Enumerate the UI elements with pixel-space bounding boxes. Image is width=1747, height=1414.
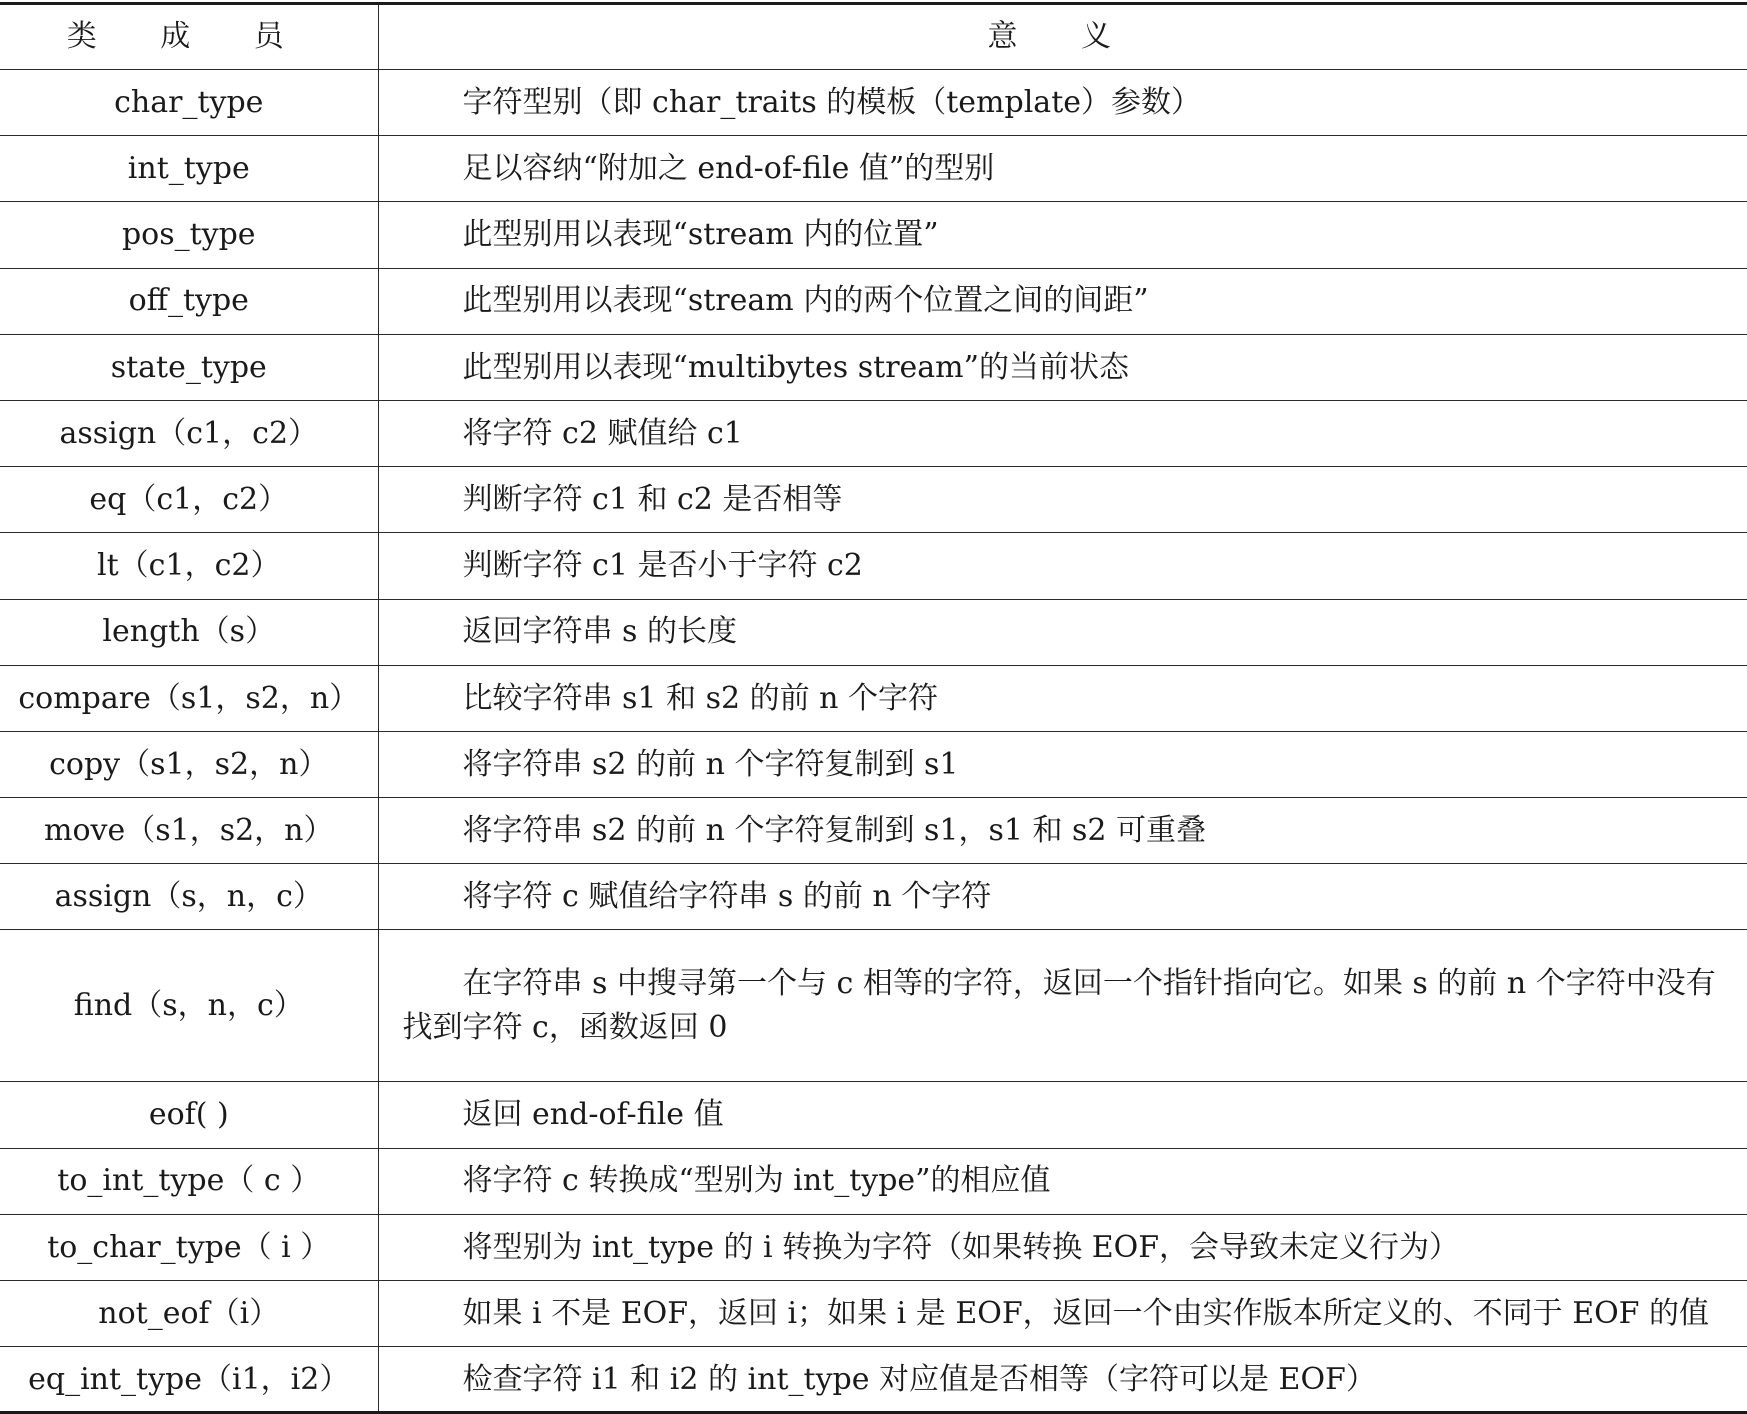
member-cell: eq（c1，c2） — [0, 467, 378, 533]
header-row — [0, 4, 1747, 70]
table-row — [0, 665, 1747, 731]
char-traits-table — [0, 2, 1747, 1414]
table-row — [0, 798, 1747, 864]
table-row — [0, 70, 1747, 136]
member-cell: assign（c1，c2） — [0, 400, 378, 466]
meaning-cell: 判断字符 c1 和 c2 是否相等 — [378, 467, 1747, 533]
meaning-cell: 返回 end-of-file 值 — [378, 1082, 1747, 1148]
meaning-cell: 此型别用以表现“stream 内的两个位置之间的间距” — [378, 268, 1747, 334]
member-cell: lt（c1，c2） — [0, 533, 378, 599]
table-body — [0, 70, 1747, 1413]
member-cell: find（s，n，c） — [0, 930, 378, 1082]
table-row — [0, 864, 1747, 930]
table-row — [0, 202, 1747, 268]
member-cell: int_type — [0, 136, 378, 202]
table-row — [0, 533, 1747, 599]
member-cell: copy（s1，s2，n） — [0, 731, 378, 797]
table-row — [0, 334, 1747, 400]
meaning-cell: 判断字符 c1 是否小于字符 c2 — [378, 533, 1747, 599]
table-row — [0, 1082, 1747, 1148]
meaning-cell: 如果 i 不是 EOF，返回 i；如果 i 是 EOF，返回一个由实作版本所定义的、不同于 EOF 的值 — [378, 1281, 1747, 1347]
meaning-cell: 将型别为 int_type 的 i 转换为字符（如果转换 EOF，会导致未定义行为） — [378, 1214, 1747, 1280]
meaning-cell: 返回字符串 s 的长度 — [378, 599, 1747, 665]
table-row — [0, 1281, 1747, 1347]
table-row — [0, 731, 1747, 797]
table-row — [0, 467, 1747, 533]
meaning-cell: 将字符 c2 赋值给 c1 — [378, 400, 1747, 466]
table-row — [0, 136, 1747, 202]
member-cell: to_int_type（ c ） — [0, 1148, 378, 1214]
meaning-cell: 字符型别（即 char_traits 的模板（template）参数） — [378, 70, 1747, 136]
member-cell: move（s1，s2，n） — [0, 798, 378, 864]
member-cell: pos_type — [0, 202, 378, 268]
table-row — [0, 1148, 1747, 1214]
member-cell: off_type — [0, 268, 378, 334]
member-cell: char_type — [0, 70, 378, 136]
member-cell: eof( ) — [0, 1082, 378, 1148]
meaning-cell: 将字符 c 转换成“型别为 int_type”的相应值 — [378, 1148, 1747, 1214]
table-row — [0, 1347, 1747, 1413]
table-header — [0, 4, 1747, 70]
member-cell: length（s） — [0, 599, 378, 665]
header-member: 类 成 员 — [0, 4, 378, 70]
meaning-cell: 将字符 c 赋值给字符串 s 的前 n 个字符 — [378, 864, 1747, 930]
table-row — [0, 930, 1747, 1082]
meaning-cell: 在字符串 s 中搜寻第一个与 c 相等的字符，返回一个指针指向它。如果 s 的前 n 个字符中没有找到字符 c，函数返回 0 — [378, 930, 1747, 1082]
member-cell: not_eof（i） — [0, 1281, 378, 1347]
meaning-cell: 此型别用以表现“multibytes stream”的当前状态 — [378, 334, 1747, 400]
table-row — [0, 1214, 1747, 1280]
member-cell: assign（s，n，c） — [0, 864, 378, 930]
member-cell: eq_int_type（i1，i2） — [0, 1347, 378, 1413]
meaning-cell: 比较字符串 s1 和 s2 的前 n 个字符 — [378, 665, 1747, 731]
meaning-cell: 将字符串 s2 的前 n 个字符复制到 s1 — [378, 731, 1747, 797]
table-row — [0, 400, 1747, 466]
meaning-cell: 将字符串 s2 的前 n 个字符复制到 s1，s1 和 s2 可重叠 — [378, 798, 1747, 864]
table-row — [0, 268, 1747, 334]
member-cell: state_type — [0, 334, 378, 400]
table-row — [0, 599, 1747, 665]
meaning-cell: 足以容纳“附加之 end-of-file 值”的型别 — [378, 136, 1747, 202]
meaning-cell: 此型别用以表现“stream 内的位置” — [378, 202, 1747, 268]
member-cell: compare（s1，s2，n） — [0, 665, 378, 731]
meaning-cell: 检查字符 i1 和 i2 的 int_type 对应值是否相等（字符可以是 EOF） — [378, 1347, 1747, 1413]
header-meaning: 意 义 — [378, 4, 1747, 70]
member-cell: to_char_type（ i ） — [0, 1214, 378, 1280]
